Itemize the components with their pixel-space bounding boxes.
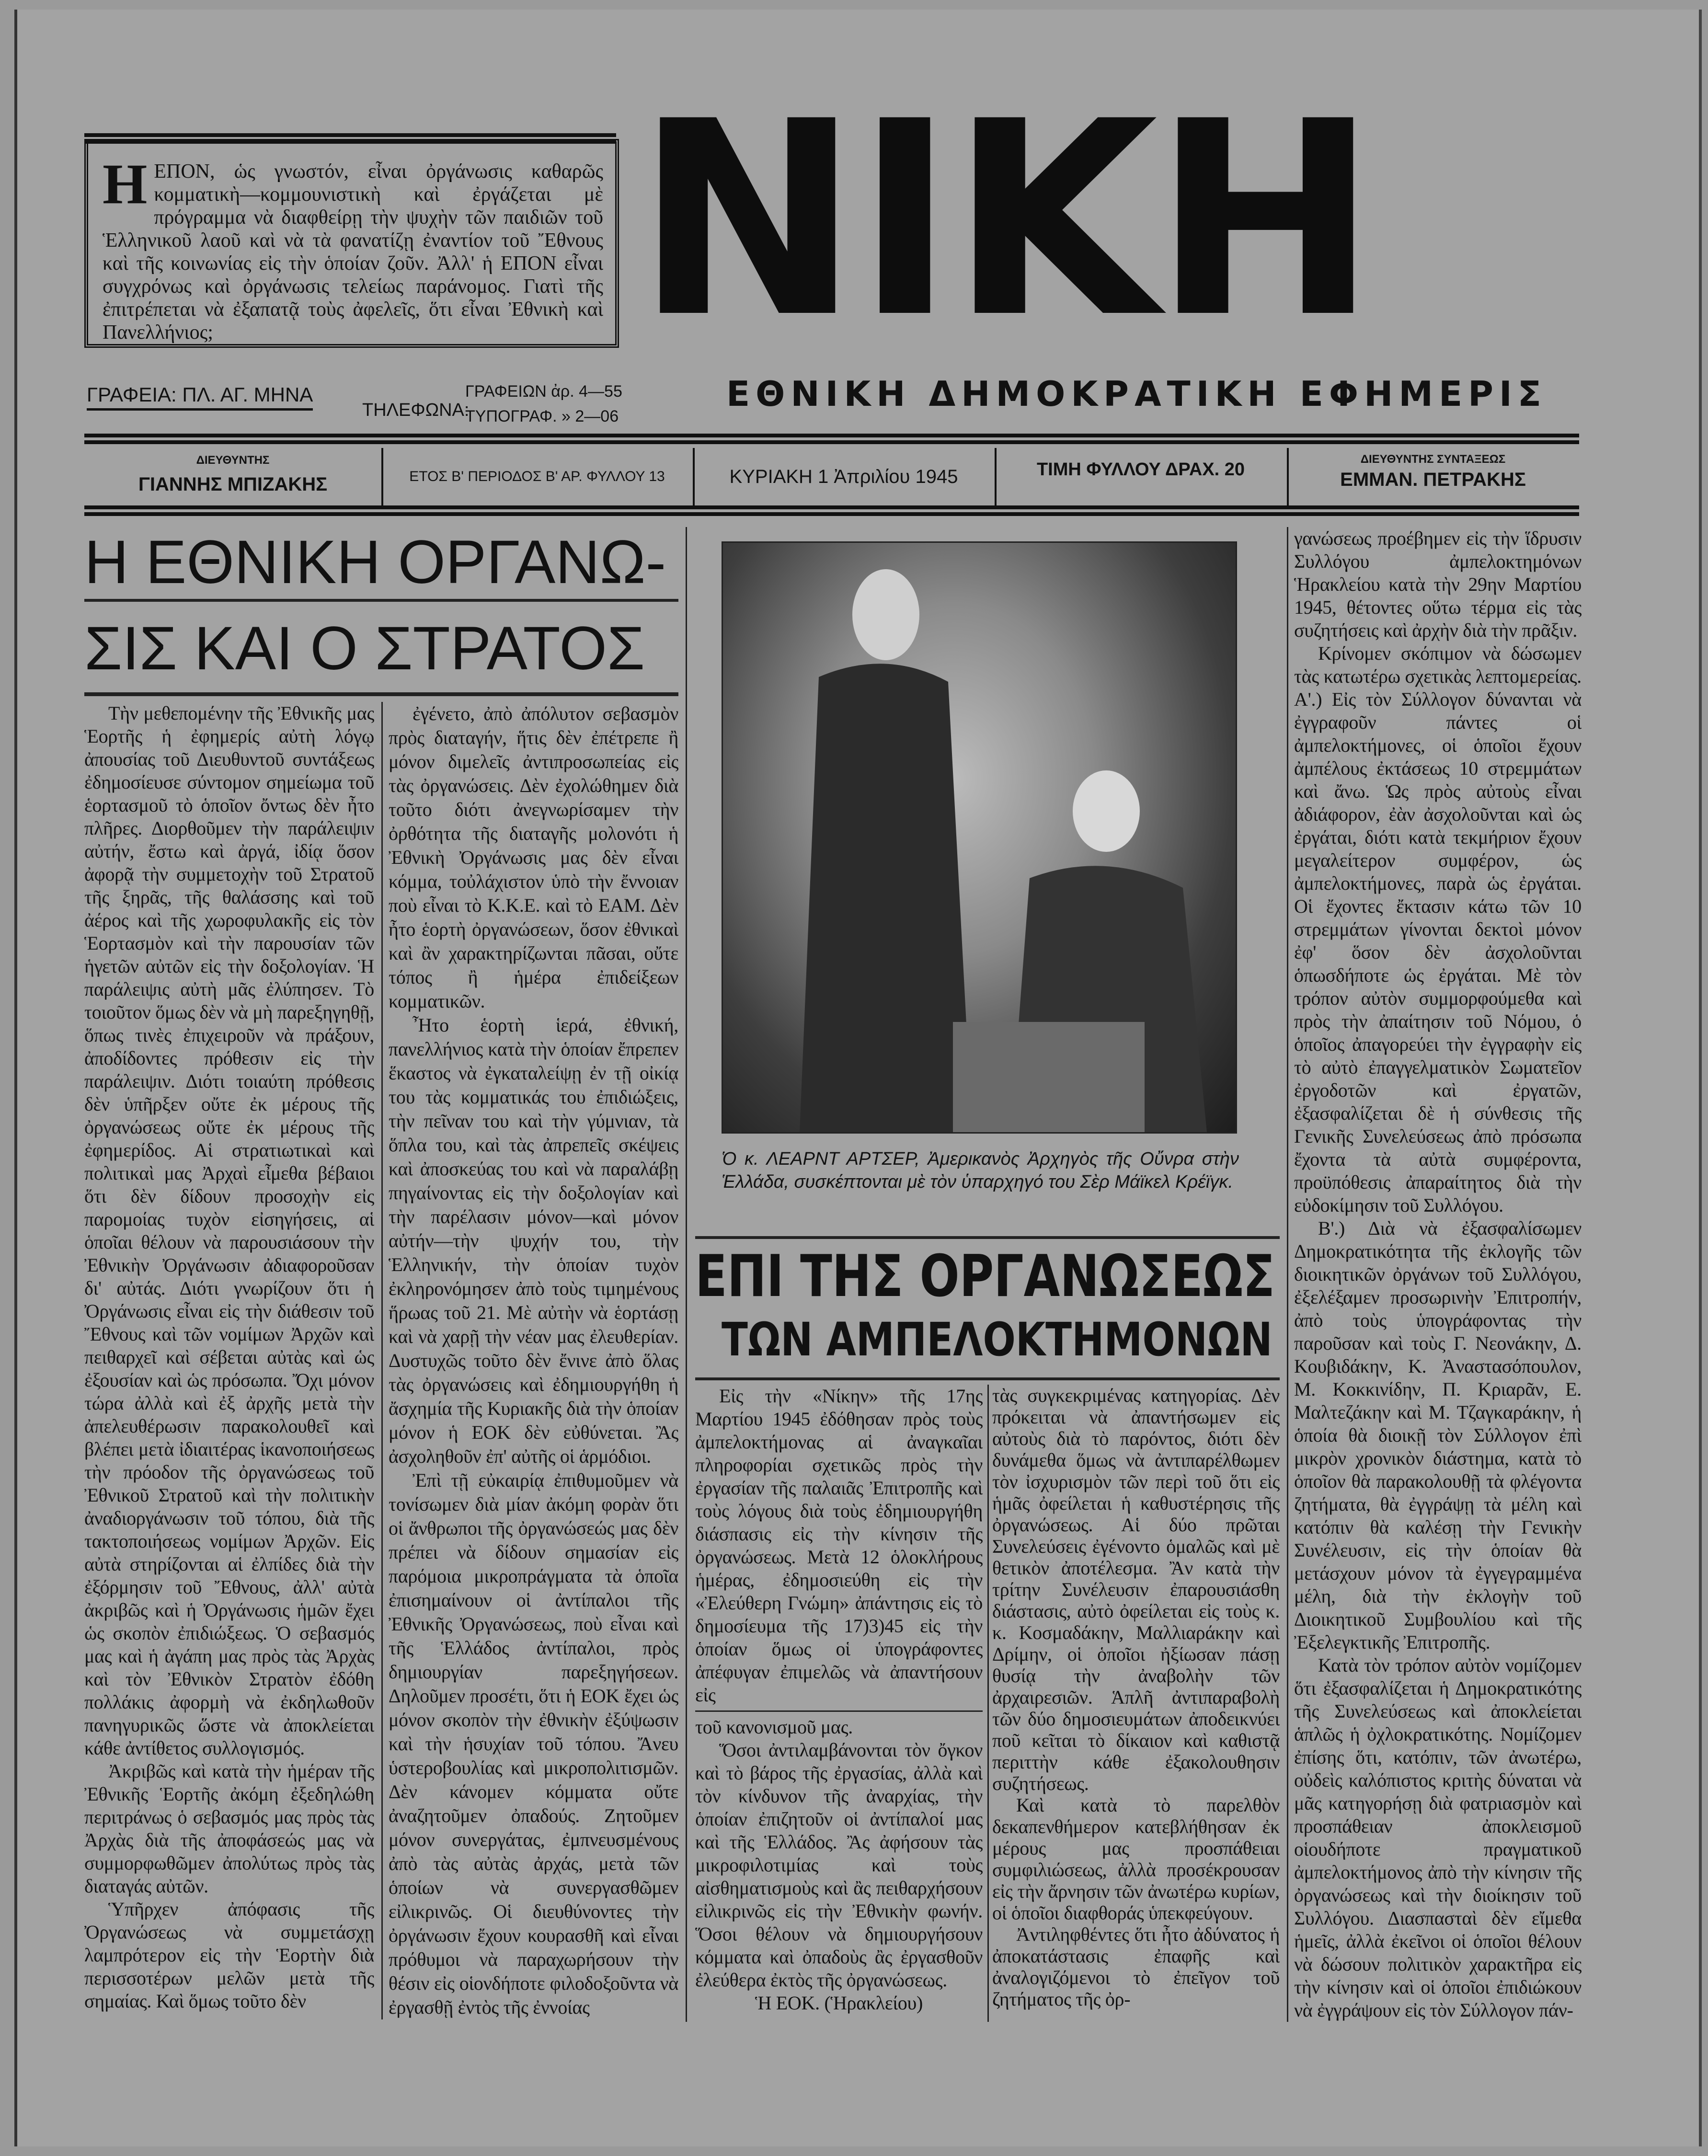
column-rule [987, 1385, 989, 2022]
photo-caption: Ὁ κ. ΛΕΑΡΝΤ ΑΡΤΣΕΡ, Ἀμερικανὸς Ἀρχηγὸς τῆς Οὔνρα στὴν Ἑλλάδα, συσκέπτονται μὲ τὸν ὑπαρχηγό του Σὲρ Μάϊκελ Κρέϊγκ. [722, 1149, 1239, 1192]
paragraph: τὰς συγκεκριμένας κατηγορίας. Δὲν πρόκειται νὰ ἀπαντήσωμεν εἰς αὐτοὺς διὰ τὸ παρόντος, διότι δὲν δυνάμεθα ὅμως νὰ ἀντιπαρέλθωμεν τὸν ἰσχυρισμὸν τῶν περὶ τοῦ ὅτι εἰς ἡμᾶς ὀφείλεται ἡ καθυστέρησις τῆς ὀργανώσεως. Αἱ δύο πρῶται Συνελεύσεις ἐγένοντο ὁμαλῶς καὶ μὲ θετικὸν ἀποτέλεσμα. Ἂν κατὰ τὴν τρίτην Συνέλευσιν ἐπαρουσιάσθη διάστασις, αὐτὸ ὀφείλεται εἰς τοὺς κ. κ. Κοσμαδάκην, Μαλλιαράκην καὶ Δρίμην, οἱ ὁποῖοι ἠξίωσαν πάσῃ θυσίᾳ τὴν ἀναβολὴν τῶν ἀρχαιρεσιῶν. Ἁπλῆ ἀντιπαραβολὴ τῶν δύο δημοσιευμάτων ἀποδεικνύει ποῦ κεῖται τὸ δίκαιον καὶ καθιστᾷ περιττὴν κάθε ἐξακολουθησιν συζητήσεως. [992, 1385, 1280, 1794]
paragraph: Κατὰ τὸν τρόπον αὐτὸν νομίζομεν ὅτι ἐξασφαλίζεται ἡ Δημοκρατικότης τῆς Συνελεύσεως καὶ ἀποκλείεται ἁπλῶς ἡ ὀχλοκρατικότης. Νομίζομεν ἐπίσης ὅτι, κατόπιν, τῶν ἀνωτέρω, οὐδεὶς καλόπιστος κριτὴς δύναται νὰ μᾶς κατηγορήσῃ διὰ φατριασμὸν καὶ προσπάθειαν ἀποκλεισμοῦ οἱουδήποτε πραγματικοῦ ἀμπελοκτήμονος ἀπὸ τὴν κίνησιν τῆς ὀργανώσεως καὶ τὴν διοίκησιν τοῦ Συλλόγου. Διασπασταὶ δὲν εἴμεθα ἡμεῖς, ἀλλὰ ἐκεῖνοι οἱ ὁποῖοι θέλουν νὰ δώσουν πολιτικὸν χαρακτῆρα εἰς τὴν κίνησιν καὶ οἱ ὁποῖοι ἐπιδιώκουν νὰ ἐγγράψουν εἰς τὸν Σύλλογον πάν- [1294, 1654, 1582, 2021]
phones-label: ΤΗΛΕΦΩΝΑ: [362, 400, 470, 420]
divider [695, 1377, 1280, 1380]
director-name: ΓΙΑΝΝΗΣ ΜΠΙΖΑΚΗΣ [138, 474, 328, 495]
article2-headline-line2: ΤΩΝ ΑΜΠΕΛΟΚΤΗΜΟΝΩΝ [722, 1313, 1272, 1366]
drop-cap: Η [103, 152, 148, 216]
notice-text [103, 152, 603, 344]
paragraph: Τὴν μεθεπομένην τῆς Ἐθνικῆς μας Ἑορτῆς ἡ ἐφημερίς αὐτὴ λόγῳ ἀπουσίας τοῦ Διευθυντοῦ συντάξεως ἐδημοσίευσε σύντομον σημείωμα τοῦ ἑορτασμοῦ τὸ ὁποῖον ὄντως δὲν ἦτο πλῆρες. Διορθοῦμεν τὴν παράλειψιν αὐτήν, ἔστω καὶ ἀργά, ἰδίᾳ ὅσον ἀφορᾷ τὴν συμμετοχὴν τοῦ Στρατοῦ τῆς ξηρᾶς, τῆς θαλάσσης καὶ τοῦ ἀέρος καὶ τῆς χωροφυλακῆς εἰς τὸν Ἑορτασμὸν καὶ τὴν παρουσίαν τῶν ἡγετῶν αὐτῶν εἰς τὴν δοξολογίαν. Ἡ παράλειψις αὐτὴ μᾶς ἐλύπησεν. Τὸ τοιοῦτον ὅμως δὲν νὰ μὴ παρεξηγηθῇ, ὅπως τινὲς ἐπιχειροῦν νὰ πράξουν, ἀποδίδοντες πρόθεσιν εἰς τὴν παράλειψιν. Διότι τοιαύτη πρόθεσις δὲν ὑπῆρξεν οὔτε ἐκ μέρους τῆς ὀργανώσεως οὔτε ἐκ μέρους τῆς ἐφημερίδος. Αἱ στρατιωτικαὶ καὶ πολιτικαὶ μας Ἀρχαὶ εἶμεθα βέβαιοι ὅτι δὲν δίδουν προσοχὴν εἰς παρομοίας τυχὸν εἰσηγήσεις, αἱ ὁποῖαι θέλουν νὰ παρουσιάσουν τὴν Ἐθνικὴν Ὀργάνωσιν ἀδιαφοροῦσαν δι' αὐτάς. Διότι γνωρίζουν ὅτι ἡ Ὀργάνωσις εἶναι εἰς τὴν διάθεσιν τοῦ Ἔθνους καὶ τῶν νομίμων Ἀρχῶν καὶ πειθαρχεῖ καὶ σέβεται αὐτὰς καὶ ὡς ἐξουσίαν καὶ ὡς πρόσωπα. Ὄχι μόνον τώρα ἀλλὰ καὶ ἐξ ἀρχῆς μετὰ τὴν ἀπελευθέρωσιν παρακολουθεῖ καὶ βλέπει μετὰ ἰδιαιτέρας ἱκανοποιήσεως τὴν πρόοδον τῆς ὀργανώσεως τοῦ Ἐθνικοῦ Στρατοῦ καὶ τὴν πολιτικὴν ἀναδιοργάνωσιν τοῦ τόπου, διὰ τῆς τακτοποιήσεως νομίμων Ἀρχῶν. Εἰς αὐτὰ στηρίζονται αἱ ἐλπίδες διὰ τὴν ἐξόρμησιν τοῦ Ἔθνους, ἀλλ' αὐτὰ ἀκριβῶς καὶ ἡ Ὀργάνωσις ἡμῶν ἔχει ὡς σκοπὸν ἐπιδιώξεως. Ὁ σεβασμός μας καὶ ἡ ἀγάπη μας πρὸς τὰς Ἀρχὰς καὶ τὸν Ἐθνικὸν Στρατὸν ἐδόθη πολλάκις ἀφορμὴ νὰ ἐκδηλωθοῦν πανηγυρικῶς ὥστε νὰ ἀποκλείεται κάθε ἀντίθετος συλλογισμός. [84, 702, 374, 1759]
paragraph: Καὶ κατὰ τὸ παρελθὸν δεκαπενθήμερον κατεβλήθησαν ἐκ μέρους μας προσπάθειαι συμφιλιώσεως, ἀλλὰ προσέκρουσαν εἰς τὴν ἄρνησιν τῶν ἀνωτέρω κυρίων, οἱ ὁποῖοι διαφθοράς ὑπεκφεύγουν. [992, 1794, 1280, 1924]
paragraph: Κρίνομεν σκόπιμον νὰ δώσωμεν τὰς κατωτέρω σχετικὰς λεπτομερείας. Α'.) Εἰς τὸν Σύλλογον δύνανται νὰ ἐγγραφοῦν πάντες οἱ ἀμπελοκτήμονες, οἱ ὁποῖοι ἔχουν ἀμπέλους ἐκτάσεως 10 στρεμμάτων καὶ ἄνω. Ὡς πρὸς αὐτοὺς εἶναι ἀδιάφορον, ἐὰν ἀσχολοῦνται καὶ ὡς ἐργάται, διότι κατὰ τεκμήριον ἔχουν μεγαλείτερον συμφέρον, ὡς ἀμπελοκτήμονες, παρὰ ὡς ἐργάται. Οἱ ἔχοντες ἔκτασιν κάτω τῶν 10 στρεμμάτων γίνονται δεκτοὶ μόνον ἐφ' ὅσον δὲν ἀσχολοῦνται ὁπωσδήποτε ὡς ἐργάται. Μὲ τὸν τρόπον αὐτὸν συμμορφούμεθα καὶ πρὸς τὴν ἀπαίτησιν τοῦ Νόμου, ὁ ὁποῖος ἀπαγορεύει τὴν ἐγγραφὴν εἰς τὸ αὐτὸ ἐπαγγελματικὸν Σωματεῖον ἐργοδοτῶν καὶ ἐργατῶν, ἐξασφαλίζεται δὲ ἡ σύνθεσις τῆς Γενικῆς Συνελεύσεως ἀπὸ πρόσωπα ἔχοντα τὰ αὐτὰ συμφέροντα, προϋπόθεσις ἀπαραίτητος διὰ τὴν εὐδοκίμησιν τοῦ Συλλόγου. [1294, 642, 1582, 1216]
paragraph: Ὅσοι ἀντιλαμβάνονται τὸν ὄγκον καὶ τὸ βάρος τῆς ἐργασίας, ἀλλὰ καὶ τὸν κίνδυνον τῆς ἀναρχίας, τὴν ὁποίαν ἐπιζητοῦν οἱ ἀντίπαλοί μας καὶ τῆς Ἑλλάδος. Ἂς ἀφήσουν τὰς μικροφιλοτιμίας καὶ τοὺς αἰσθηματισμοὺς καὶ ἂς πειθαρχήσουν εἰλικρινῶς εἰς τὴν Ἐθνικὴν φωνήν. Ὅσοι θέλουν νὰ δημιουργήσουν κόμματα καὶ ὀπαδοὺς ἂς ἐργασθοῦν ἐλεύθερα ἐκτὸς τῆς ὀργανώσεως. [695, 1739, 983, 1991]
divider [695, 1236, 1280, 1239]
article2-column-3 [1294, 527, 1582, 2022]
divider [84, 692, 678, 696]
column-rule [1287, 527, 1288, 2022]
phone-offices: ΓΡΑΦΕΙΩΝ ἀρ. 4—55 [465, 382, 622, 401]
paragraph: Ἀκριβῶς καὶ κατὰ τὴν ἡμέραν τῆς Ἐθνικῆς Ἑορτῆς ἀκόμη ἐξεδηλώθη περιτράνως ὁ σεβασμός μας πρὸς τὰς Ἀρχὰς διὰ τῆς ἀποφάσεώς μας νὰ συμμορφωθῶμεν ἀπολύτως πρὸς τὰς διαταγάς αὐτῶν. [84, 1760, 374, 1897]
masthead-subtitle: ΕΘΝΙΚΗ ΔΗΜΟΚΡΑΤΙΚΗ ΕΦΗΜΕΡΙΣ [726, 374, 1547, 414]
newspaper-page [14, 10, 1702, 2146]
column-rule [381, 702, 383, 2019]
divider [84, 599, 678, 602]
editor-label: ΔΙΕΥΘΥΝΤΗΣ ΣΥΝΤΑΞΕΩΣ [1360, 453, 1506, 466]
notice-body: ΕΠΟΝ, ὡς γνωστόν, εἶναι ὀργάνωσις καθαρῶς κομματικὴ—κομμουνιστικὴ καὶ ἐργάζεται μὲ πρόγραμμα νὰ διαφθείρῃ τὴν ψυχὴν τῶν παιδιῶν τοῦ Ἑλληνικοῦ λαοῦ καὶ νὰ τὰ φανατίζῃ ἐναντίον τοῦ Ἔθνους καὶ τῆς κοινωνίας εἰς τὴν ὁποίαν ζοῦν. Ἀλλ' ἡ ΕΠΟΝ εἶναι συγχρόνως καὶ ὀργάνωσις τελείως παράνομος. Γιατὶ τῆς ἐπιτρέπεται νὰ ἐξαπατᾷ τοὺς ἀφελεῖς, ὅτι εἶναι Ἐθνικὴ καὶ Πανελλήνιος; [103, 161, 603, 344]
divider [695, 1710, 983, 1712]
paragraph: Ἦτο ἑορτὴ ἱερά, ἐθνική, πανελλήνιος κατὰ τὴν ὁποίαν ἔπρεπεν ἕκαστος νὰ ἐγκαταλείψῃ ἐν τῇ οἰκίᾳ του τὰς κομματικάς του ἐπιδιώξεις, τὴν πεῖναν του καὶ τὴν γύμνιαν, τὰ ὅπλα του, καὶ τὰς ἀπρεπεῖς σκέψεις καὶ ἀποσκεύας του καὶ νὰ παραλάβῃ πηγαίνοντας εἰς τὴν δοξολογίαν καὶ τὴν παρέλασιν μόνον—καὶ μόνον αὐτήν—τὴν ψυχήν του, τὴν Ἑλληνικήν, τὴν ὁποίαν τυχὸν ἐκληρονόμησεν ἀπὸ τοὺς τιμημένους ἥρωας τοῦ 21. Μὲ αὐτὴν νὰ ἑορτάσῃ καὶ νὰ χαρῇ τὴν νέαν μας ἐλευθερίαν. Δυστυχῶς τοῦτο δὲν ἔνινε ἀπὸ ὅλας τὰς ὀργανώσεις καὶ ἐδημιουργήθη ἡ ἄσχημία τῆς Κυριακῆς διὰ τὴν ὁποίαν μόνον ἡ ΕΟΚ δὲν εὐθύνεται. Ἂς ἀσχοληθοῦν ἐπ' αὐτῆς οἱ ἁρμόδιοι. [389, 1014, 678, 1467]
notice-box [84, 139, 619, 348]
paragraph: Ὑπῆρχεν ἀπόφασις τῆς Ὀργανώσεως νὰ συμμετάσχῃ λαμπρότερον εἰς τὴν Ἑορτὴν διὰ περισσοτέρων μελῶν μετὰ τῆς σημαίας. Καὶ ὅμως τοῦτο δὲν [84, 1898, 374, 2012]
editor-cell [1287, 448, 1579, 505]
signature: Ἡ ΕΟΚ. (Ἡρακλείου) [755, 1992, 923, 2014]
director-cell [84, 448, 383, 505]
rule [84, 505, 1579, 516]
article1-column-2 [389, 702, 678, 2019]
paragraph: Β'.) Διὰ νὰ ἐξασφαλίσωμεν Δημοκρατικότητα τῆς ἐκλογῆς τῶν διοικητικῶν ὀργάνων τοῦ Συλλόγου, ἐξελέξαμεν προσωρινὴν Ἐπιτροπήν, ἀπὸ τοὺς ὑπογράφοντας τὴν παροῦσαν καὶ τοὺς Γ. Νεονάκην, Δ. Κουβιδάκην, Κ. Ἀναστασόπουλον, Μ. Κοκκινίδην, Π. Κριαρᾶν, Ε. Μαλτεζάκην καὶ Μ. Τζαγκαράκην, ἡ ὁποία θὰ διοικῇ τὸν Σύλλογον ἐπὶ μικρὸν χρονικὸν διάστημα, κατὰ τὸ ὁποῖον θὰ παρακολουθῇ τὰ φλέγοντα ζητήματα, θὰ ἐγγράψῃ τὰ μέλη καὶ κατόπιν θὰ καλέσῃ τὴν Γενικὴν Συνέλευσιν, εἰς τὴν ὁποίαν θὰ μετάσχουν μόνον τὰ ἐγγεγραμμένα μέλη, διὰ τὴν ἐκλογὴν τοῦ Διοικητικοῦ Συμβουλίου καὶ τῆς Ἐξελεγκτικῆς Ἐπιτροπῆς. [1294, 1217, 1582, 1653]
offices-address: ΓΡΑΦΕΙΑ: ΠΛ. ΑΓ. ΜΗΝΑ [87, 383, 313, 411]
director-label: ΔΙΕΥΘΥΝΤΗΣ [196, 454, 270, 467]
phone-printing: ΤΥΠΟΓΡΑΦ. » 2—06 [465, 407, 619, 425]
paragraph: Ἐπὶ τῇ εὐκαιρίᾳ ἐπιθυμοῦμεν νὰ τονίσωμεν διὰ μίαν ἀκόμη φορὰν ὅτι οἱ ἄνθρωποι τῆς ὀργανώσεώς μας δὲν πρέπει νὰ δίδουν σημασίαν εἰς παρόμοια μικροπράγματα τὰ ὁποῖα ἐπισημαίνουν οἱ ἀντίπαλοι τῆς Ἐθνικῆς Ὀργανώσεως, ποὺ εἶναι καὶ τῆς Ἑλλάδος ἀντίπαλοι, πρὸς δημιουργίαν παρεξηγήσεων. Δηλοῦμεν προσέτι, ὅτι ἡ ΕΟΚ ἔχει ὡς μόνον σκοπὸν τὴν ἐθνικὴν ἐξύψωσιν καὶ τὴν ἡσυχίαν τοῦ τόπου. Ἄνευ ὑστεροβουλίας καὶ μικροπολιτισμῶν. Δὲν κάνομεν κόμματα οὔτε ἀναζητοῦμεν ὀπαδούς. Ζητοῦμεν μόνον συνεργάτας, ἐμπνευσμένους ἀπὸ τὰς αὐτὰς ἀρχάς, μετὰ τῶν ὁποίων νὰ συνεργασθῶμεν εἰλικρινῶς. Οἱ διευθύνοντες τὴν ὀργάνωσιν ἔχουν κουρασθῆ καὶ εἶναι πρόθυμοι νὰ παραχωρήσουν τὴν θέσιν εἰς οἱονδήποτε φιλοδοξοῦντα νὰ ἐργασθῇ ἐντὸς τῆς ἐννοίας [389, 1469, 678, 2018]
column-rule [686, 527, 687, 2022]
article2-headline-line1: ΕΠΙ ΤΗΣ ΟΡΓΑΝΩΣΕΩΣ [695, 1243, 1275, 1310]
price: ΤΙΜΗ ΦΥΛΛΟΥ ΔΡΑΧ. 20 [995, 448, 1289, 505]
masthead-title: ΝΙΚΗ [635, 64, 1373, 377]
article2-column-2 [992, 1385, 1280, 2010]
paragraph: τοῦ κανονισμοῦ μας. [695, 1716, 853, 1738]
photo-two-men-icon [723, 543, 1236, 1132]
issue-info: ΕΤΟΣ Β' ΠΕΡΙΟΔΟΣ Β' ΑΡ. ΦΥΛΛΟΥ 13 [381, 448, 695, 505]
paragraph: γανώσεως προέβημεν εἰς τὴν ἵδρυσιν Συλλόγου ἀμπελοκτημόνων Ἡρακλείου κατὰ τὴν 29ην Μαρτίου 1945, θέτοντες οὕτω τέρμα εἰς τὰς συζητήσεις καὶ ἀρχὴν διὰ τὴν πρᾶξιν. [1294, 528, 1582, 641]
news-photo [722, 541, 1237, 1134]
paragraph: ἐγένετο, ἀπὸ ἀπόλυτον σεβασμὸν πρὸς διαταγήν, ἥτις δὲν ἐπέτρεπε ἢ μόνον διμελεῖς ἀντιπροσωπείας εἰς τὰς ὀργανώσεις. Δὲν ἐχολώθημεν διὰ τοῦτο διότι ἀνεγνωρίσαμεν τὴν ὀρθότητα τῆς διαταγῆς μολονότι ἡ Ἐθνικὴ Ὀργάνωσις μας δὲν εἶναι κόμμα, τοὐλάχιστον ὑπὸ τὴν ἔννοιαν ποὺ εἶναι τὸ Κ.Κ.Ε. καὶ τὸ ΕΑΜ. Δὲν ἦτο ἑορτὴ ὀργανώσεων, ὅσον ἐθνικαὶ καὶ ἂν χαρακτηρίζωνται πᾶσαι, οὔτε τόπος ἢ ἡμέρα ἐπιδείξεων κομματικῶν. [389, 703, 678, 1012]
editor-name: ΕΜΜΑΝ. ΠΕΤΡΑΚΗΣ [1340, 469, 1526, 490]
article1-column-1 [84, 702, 374, 2013]
article1-headline-line2: ΣΙΣ ΚΑΙ Ο ΣΤΡΑΤΟΣ [84, 614, 645, 683]
paragraph: Ἀντιληφθέντες ὅτι ἦτο ἀδύνατος ἡ ἀποκατάστασις ἐπαφῆς καὶ ἀναλογιζόμενοι τὸ ἐπεῖγον τοῦ ζητήματος τῆς ὀρ- [992, 1924, 1280, 2010]
paragraph: Εἰς τὴν «Νίκην» τῆς 17ης Μαρτίου 1945 ἐδόθησαν πρὸς τοὺς ἀμπελοκτήμονας αἱ ἀναγκαῖαι πληροφορίαι σχετικῶς πρὸς τὴν ἐργασίαν τῆς παλαιᾶς Ἐπιτροπῆς καὶ τοὺς λόγους διὰ τοὺς ἐδημιουργήθη διάσπασις εἰς τὴν κίνησιν τῆς ὀργανώσεως. Μετὰ 12 ὁλοκλήρους ἡμέρας, ἐδημοσιεύθη εἰς τὴν «Ἐλεύθερη Γνώμη» ἀπάντησις εἰς τὸ δημοσίευμα τῆς 17)3)45 εἰς τὴν ὁποίαν ὅμως οἱ ὑπογράφοντες ἀπέφυγαν ἐπιμελῶς νὰ ἀπαντήσουν εἰς [695, 1385, 983, 1706]
article2-column-1 [695, 1385, 983, 2015]
article1-headline-line1: Η ΕΘΝΙΚΗ ΟΡΓΑΝΩ- [84, 528, 666, 596]
issue-date: ΚΥΡΙΑΚΗ 1 Ἀπριλίου 1945 [693, 448, 997, 505]
rule [84, 434, 1579, 444]
